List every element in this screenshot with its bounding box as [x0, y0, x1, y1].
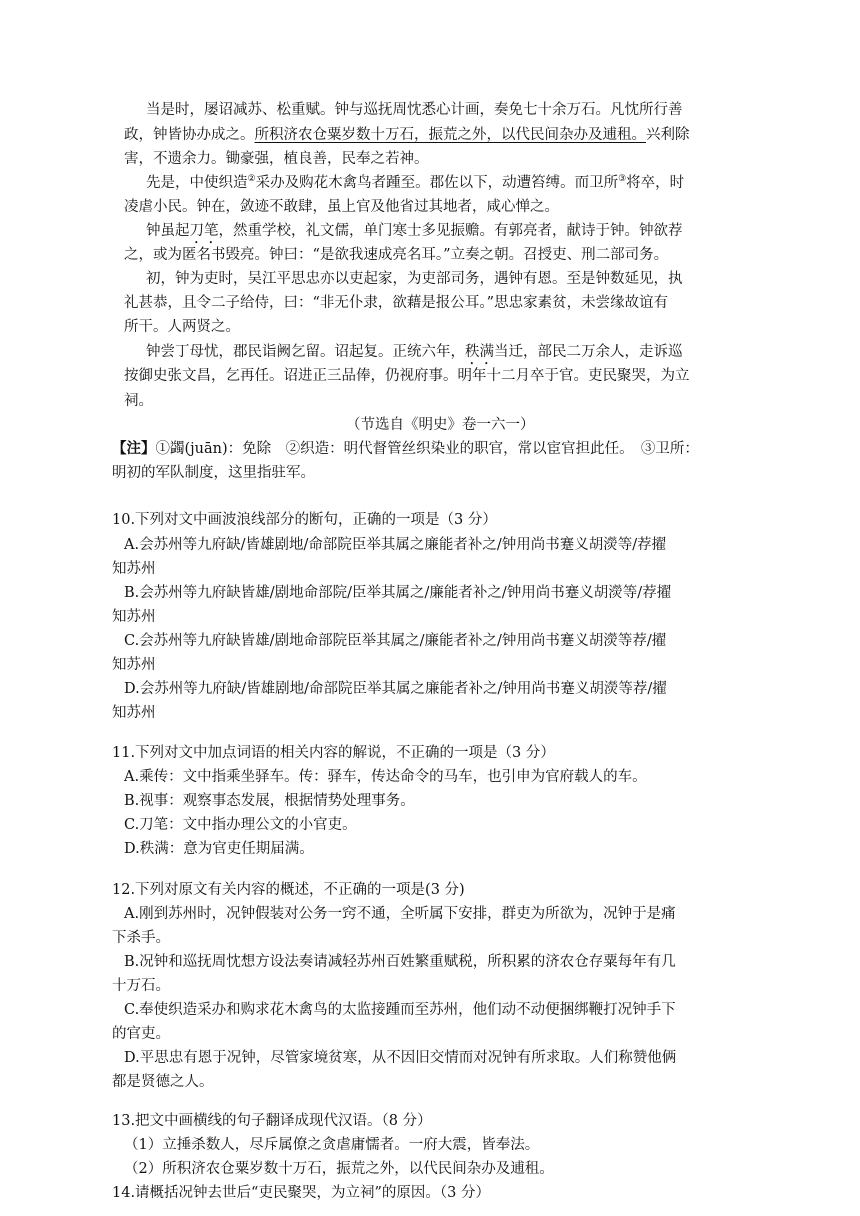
sentence-line: （2）所积济农仓粟岁数十万石，振荒之外，以代民间杂办及逋租。 [124, 1161, 554, 1177]
option-line: 的官吏。 [112, 1026, 170, 1042]
passage-line: 礼甚恭，且令二子给侍，曰：“非无仆隶，欲藉是报公耳。”思忠家素贫，未尝缘故谊有 [124, 295, 669, 311]
dotted-term: 秩满 [465, 344, 494, 360]
notes-line: 明初的军队制度，这里指驻军。 [112, 465, 315, 481]
text-span: 钟尝丁母忧，郡民诣阙乞留。诏起复。正统六年， [146, 344, 465, 360]
option-line: C.刀笔：文中指办理公文的小官吏。 [124, 817, 357, 833]
text-span: 兴利除 [646, 127, 690, 143]
option-line: D.秩满：意为官吏任期届满。 [124, 841, 314, 857]
passage-line: 祠。 [124, 393, 153, 409]
source-citation: （节选自《明史》卷一六一） [346, 417, 535, 433]
option-line: B.况钟和巡抚周忱想方设法奏请减轻苏州百姓繁重赋税，所积累的济农仓存粟每年有几 [124, 954, 676, 970]
question-stem: 10.下列对文中画波浪线部分的断句，正确的一项是（3 分） [112, 512, 497, 528]
option-line: B.会苏州等九府缺皆雄/剧地命部院/臣举其属之/廉能者补之/钟用尚书蹇义胡濙等/荐擢 [124, 585, 672, 601]
option-line: 十万石。 [112, 978, 170, 994]
option-line: 下杀手。 [112, 930, 170, 946]
underlined-sentence: 所积济农仓粟岁数十万石，振荒之外，以代民间杂办及逋租。 [254, 127, 646, 143]
option-line: C.奉使织造采办和购求花木禽鸟的太监接踵而至苏州，他们动不动便捆绑鞭打况钟手下 [124, 1002, 676, 1018]
dotted-term: 刀笔 [189, 223, 219, 239]
option-line: C.会苏州等九府缺皆雄/剧地命部院臣举其属之/廉能者补之/钟用尚书蹇义胡濙等荐/擢 [124, 633, 667, 649]
option-line: 知苏州 [112, 561, 156, 577]
notes-label: 【注】 [112, 440, 156, 457]
option-line: B.视事：观察事态发展，根据情势处理事务。 [124, 793, 415, 809]
option-line: A.乘传：文中指乘坐驿车。传：驿车，传达命令的马车，也引申为官府载人的车。 [124, 769, 647, 785]
passage-line [124, 125, 690, 145]
option-line: 知苏州 [112, 657, 156, 673]
passage-line: 所干。人两贤之。 [124, 319, 240, 335]
text-span: ①蠲(juān)：免除 ②织造：明代督管丝织染业的职官，常以宦官担此任。 ③卫所： [155, 441, 699, 457]
notes-line [112, 439, 699, 459]
option-line: 知苏州 [112, 705, 156, 721]
passage-line: 凌虐小民。钟在，敛迹不敢肆，虽上官及他省过其地者，咸心惮之。 [124, 199, 559, 215]
text-span: 政，钟皆协办成之。 [124, 127, 255, 143]
text-span: 当迁，部民二万余人，走诉巡 [494, 344, 683, 360]
text-span: 将卒，时 [626, 175, 685, 191]
text-span: 先是，中使织造 [146, 175, 248, 191]
option-line: 都是贤德之人。 [112, 1074, 214, 1090]
option-line: D.会苏州等九府缺/皆雄剧地/命部院臣举其属之廉能者补之/钟用尚书蹇义胡濙等荐/擢 [124, 681, 667, 697]
passage-line [146, 221, 683, 247]
text-span: 采办及购花木禽鸟者踵至。郡佐以下，动遭笞缚。而卫所 [255, 175, 619, 191]
option-line: 知苏州 [112, 609, 156, 625]
passage-line [146, 342, 683, 368]
footnote-marker: ② [247, 174, 256, 185]
footnote-marker: ③ [618, 174, 627, 185]
passage-line: 初，钟为吏时，吴江平思忠亦以吏起家，为吏部司务，遇钟有恩。至是钟数延见，执 [146, 271, 683, 287]
sentence-line: （1）立捶杀数人，尽斥属僚之贪虐庸懦者。一府大震，皆奉法。 [124, 1137, 540, 1153]
option-line: D.平思忠有恩于况钟，尽管家境贫寒，从不因旧交情而对况钟有所求取。人们称赞他俩 [124, 1050, 677, 1066]
passage-line: 害，不遗余力。锄豪强，植良善，民奉之若神。 [124, 151, 429, 167]
passage-line: 当是时，屡诏减苏、松重赋。钟与巡抚周忱悉心计画，奏免七十余万石。凡忱所行善 [146, 102, 683, 118]
passage-line: 按御史张文昌，乞再任。诏进正三品俸，仍视府事。明年十二月卒于官。吏民聚哭，为立 [124, 368, 690, 384]
question-stem: 13.把文中画横线的句子翻译成现代汉语。（8 分） [112, 1113, 432, 1129]
question-stem: 11.下列对文中加点词语的相关内容的解说，不正确的一项是（3 分） [112, 745, 555, 761]
passage-line: 之，或为匿名书毁亮。钟曰：“是欲我速成亮名耳。”立奏之朝。召授吏、刑二部司务。 [124, 247, 669, 263]
text-span: ，然重学校，礼文儒，单门寒士多见振赡。有郭亮者，献诗于钟。钟欲荐 [218, 223, 683, 239]
passage-line [146, 173, 684, 193]
text-span: 钟虽起 [146, 223, 190, 239]
option-line: A.会苏州等九府缺/皆雄剧地/命部院臣举其属之廉能者补之/钟用尚书蹇义胡濙等/荐擢 [124, 537, 667, 553]
option-line: A.刚到苏州时，况钟假装对公务一窍不通，全听属下安排，群吏为所欲为，况钟于是痛 [124, 906, 676, 922]
question-stem: 14.请概括况钟去世后“吏民聚哭，为立祠”的原因。（3 分） [112, 1185, 490, 1201]
question-stem: 12.下列对原文有关内容的概述，不正确的一项是(3 分) [112, 882, 465, 898]
